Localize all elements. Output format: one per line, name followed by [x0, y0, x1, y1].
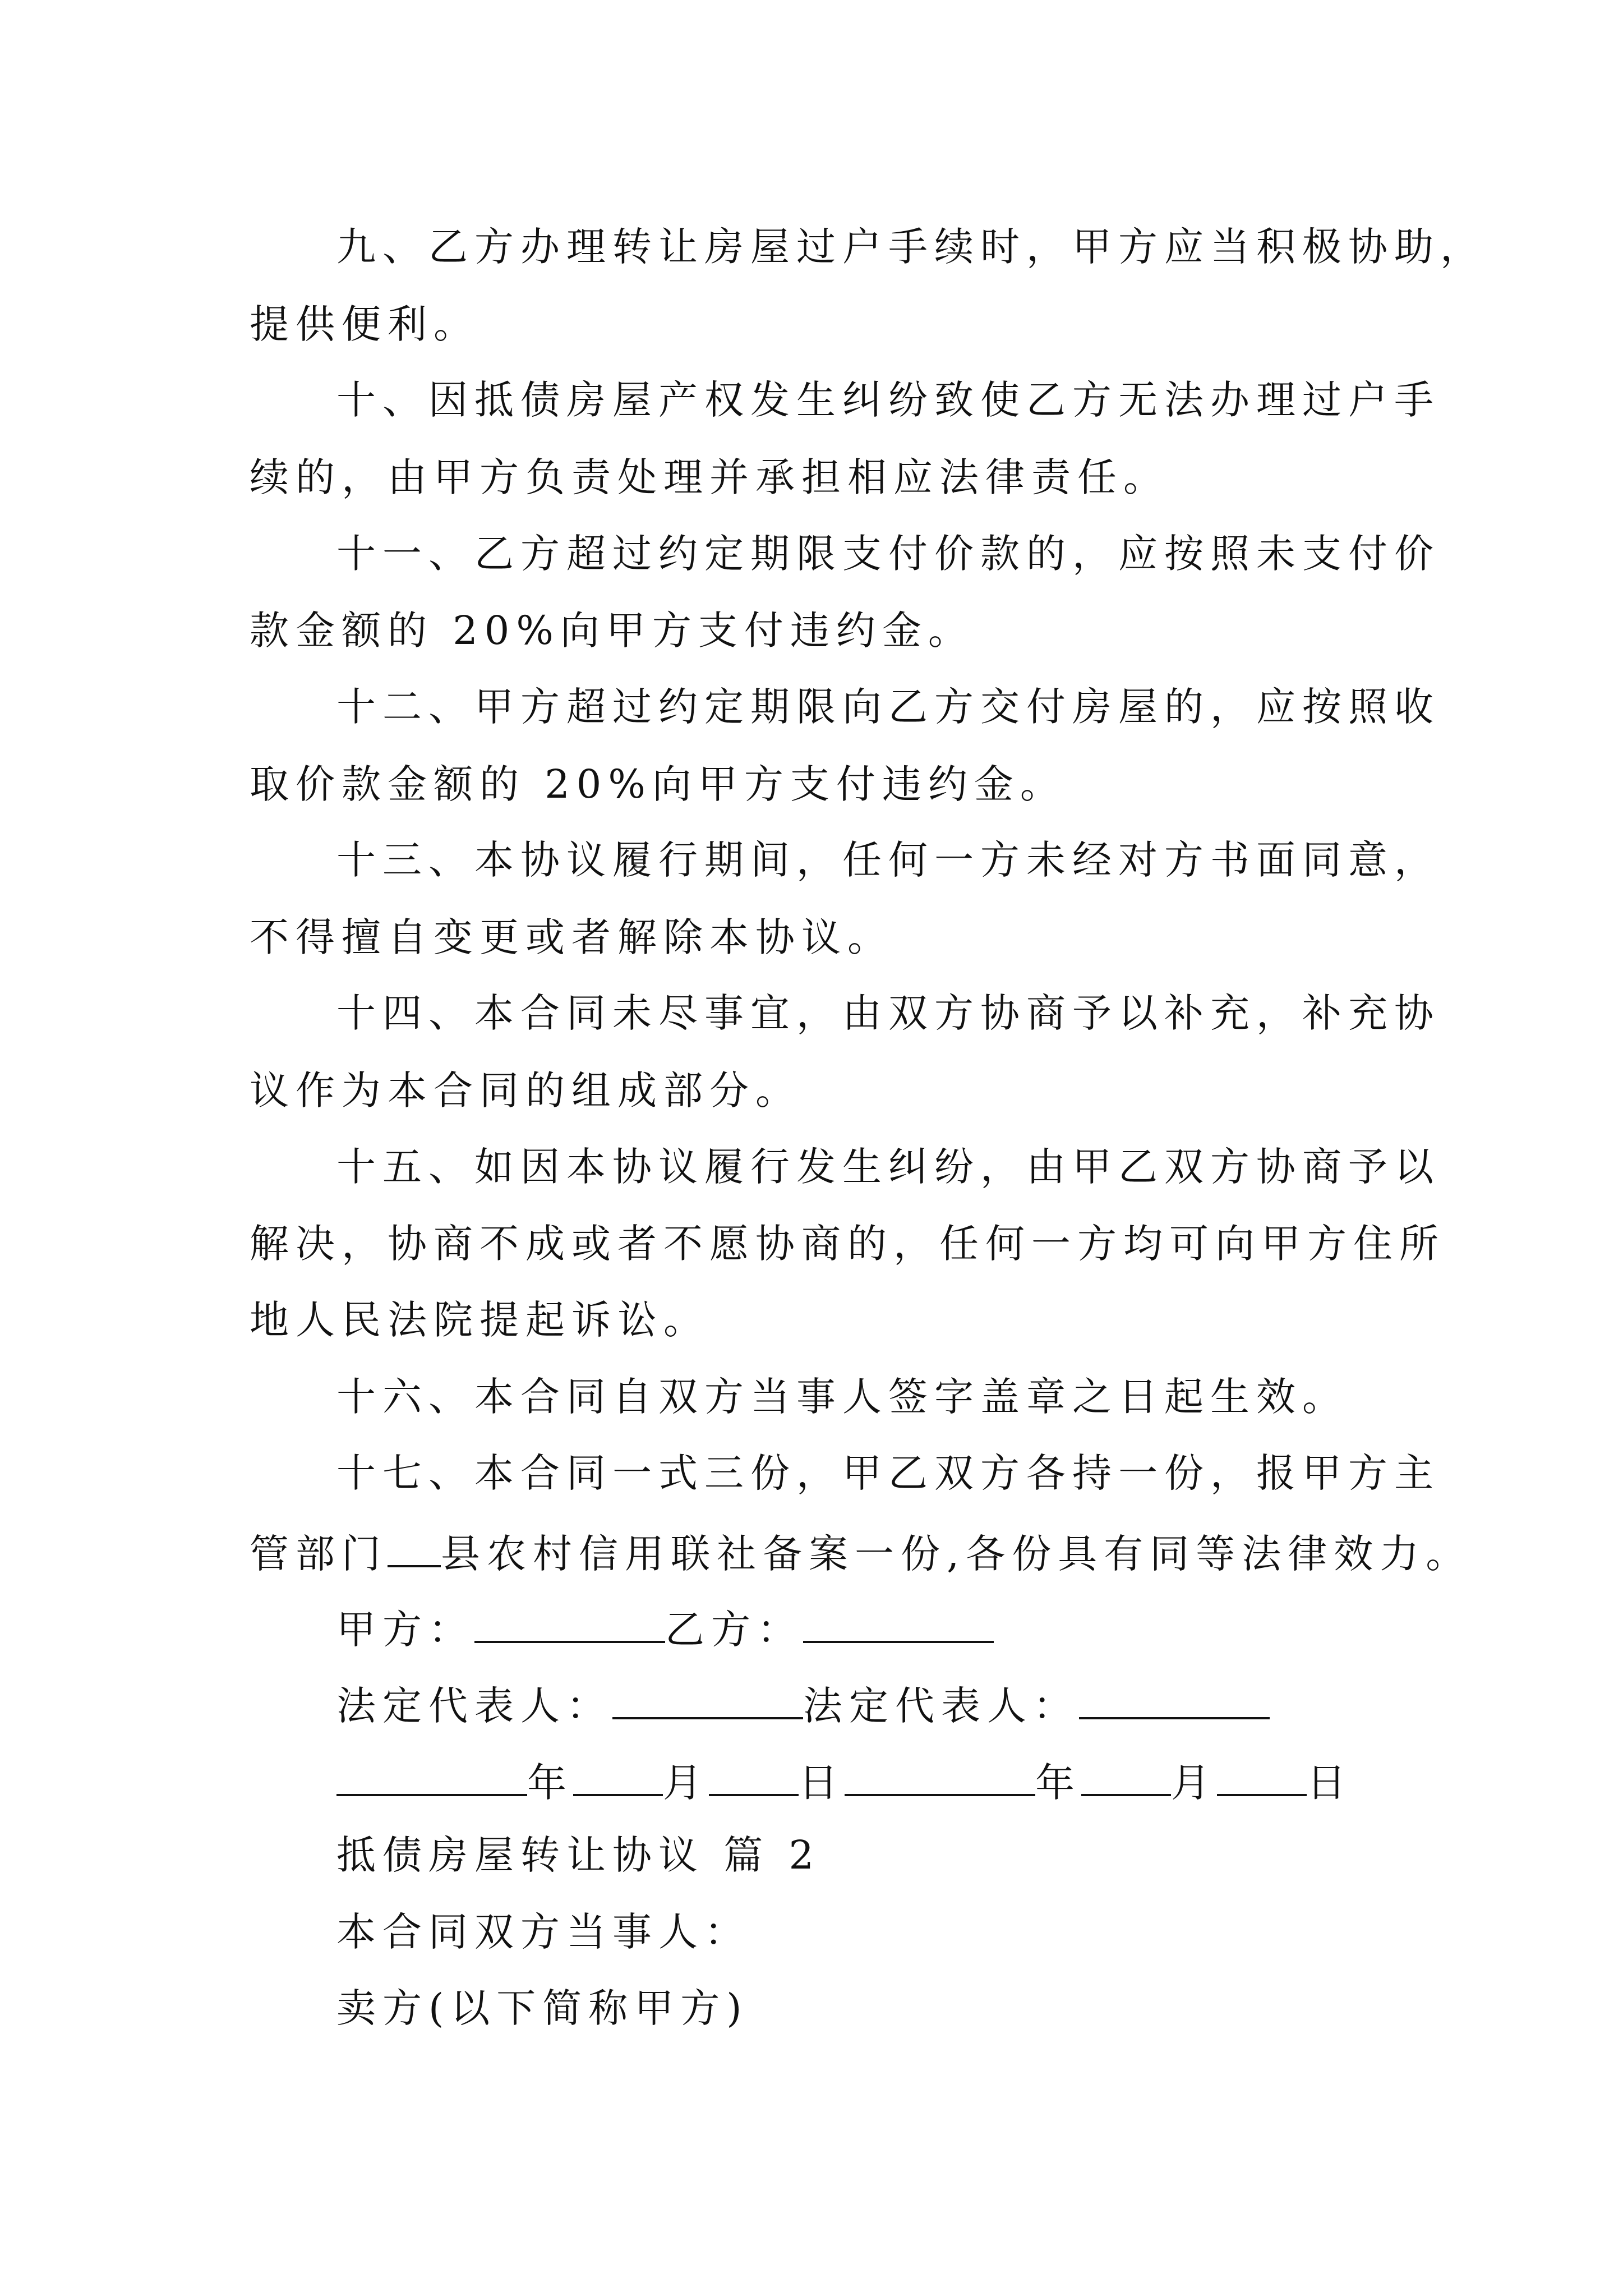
date-a-month-blank [573, 1759, 663, 1796]
rep-a-label: 法定代表人： [336, 1683, 612, 1729]
date-a-day-blank [709, 1759, 799, 1796]
paragraph-9-line-2: 提供便利。 [250, 301, 479, 347]
paragraph-12-line-2: 取价款金额的 20%向甲方支付违约金。 [250, 761, 1066, 807]
date-a-year-blank [336, 1759, 527, 1796]
paragraph-10-line-2: 续的，由甲方负责处理并承担相应法律责任。 [250, 454, 1169, 500]
party-b-label: 乙方： [665, 1607, 803, 1653]
date-b-month-blank [1081, 1759, 1171, 1796]
rep-b-blank [1079, 1682, 1270, 1719]
department-blank [388, 1530, 441, 1567]
paragraph-17-text-a: 管部门 [250, 1531, 388, 1577]
party-a-label: 甲方： [336, 1607, 474, 1653]
party-b-blank [803, 1606, 994, 1643]
paragraph-16-line-1: 十六、本合同自双方当事人签字盖章之日起生效。 [336, 1374, 1348, 1420]
paragraph-11-line-2: 款金额的 20%向甲方支付违约金。 [250, 608, 974, 654]
signature-parties-row [336, 1606, 994, 1653]
section-2-seller: 卖方(以下简称甲方) [336, 1985, 749, 2031]
date-b-day-label: 日 [1307, 1760, 1353, 1806]
paragraph-15-line-2: 解决，协商不成或者不愿协商的，任何一方均可向甲方住所 [250, 1221, 1445, 1267]
paragraph-17-text-b: 县农村信用联社备案一份,各份具有同等法律效力。 [441, 1531, 1472, 1577]
section-2-parties-intro: 本合同双方当事人： [336, 1909, 750, 1955]
section-2-title: 抵债房屋转让协议 篇 2 [336, 1832, 821, 1878]
party-a-blank [474, 1606, 665, 1643]
signature-representatives-row [336, 1682, 1270, 1729]
rep-a-blank [612, 1682, 803, 1719]
signature-date-row [336, 1759, 1353, 1806]
paragraph-13-line-1: 十三、本协议履行期间，任何一方未经对方书面同意， [336, 837, 1440, 883]
paragraph-17-line-1: 十七、本合同一式三份，甲乙双方各持一份，报甲方主 [336, 1450, 1440, 1496]
date-a-month-label: 月 [663, 1760, 709, 1806]
date-b-day-blank [1217, 1759, 1307, 1796]
paragraph-13-line-2: 不得擅自变更或者解除本协议。 [250, 914, 893, 960]
paragraph-14-line-2: 议作为本合同的组成部分。 [250, 1068, 801, 1114]
rep-b-label: 法定代表人： [803, 1683, 1079, 1729]
paragraph-9-line-1: 九、乙方办理转让房屋过户手续时，甲方应当积极协助， [336, 224, 1486, 270]
paragraph-11-line-1: 十一、乙方超过约定期限支付价款的，应按照未支付价 [336, 531, 1440, 577]
paragraph-17-line-2 [250, 1530, 1472, 1577]
date-b-year-blank [845, 1759, 1035, 1796]
paragraph-14-line-1: 十四、本合同未尽事宜，由双方协商予以补充，补充协 [336, 990, 1440, 1036]
paragraph-12-line-1: 十二、甲方超过约定期限向乙方交付房屋的，应按照收 [336, 684, 1440, 730]
paragraph-15-line-3: 地人民法院提起诉讼。 [250, 1297, 709, 1343]
date-b-year-label: 年 [1035, 1760, 1081, 1806]
date-b-month-label: 月 [1171, 1760, 1217, 1806]
paragraph-10-line-1: 十、因抵债房屋产权发生纠纷致使乙方无法办理过户手 [336, 377, 1440, 423]
date-a-day-label: 日 [799, 1760, 845, 1806]
paragraph-15-line-1: 十五、如因本协议履行发生纠纷，由甲乙双方协商予以 [336, 1144, 1440, 1190]
date-a-year-label: 年 [527, 1760, 573, 1806]
